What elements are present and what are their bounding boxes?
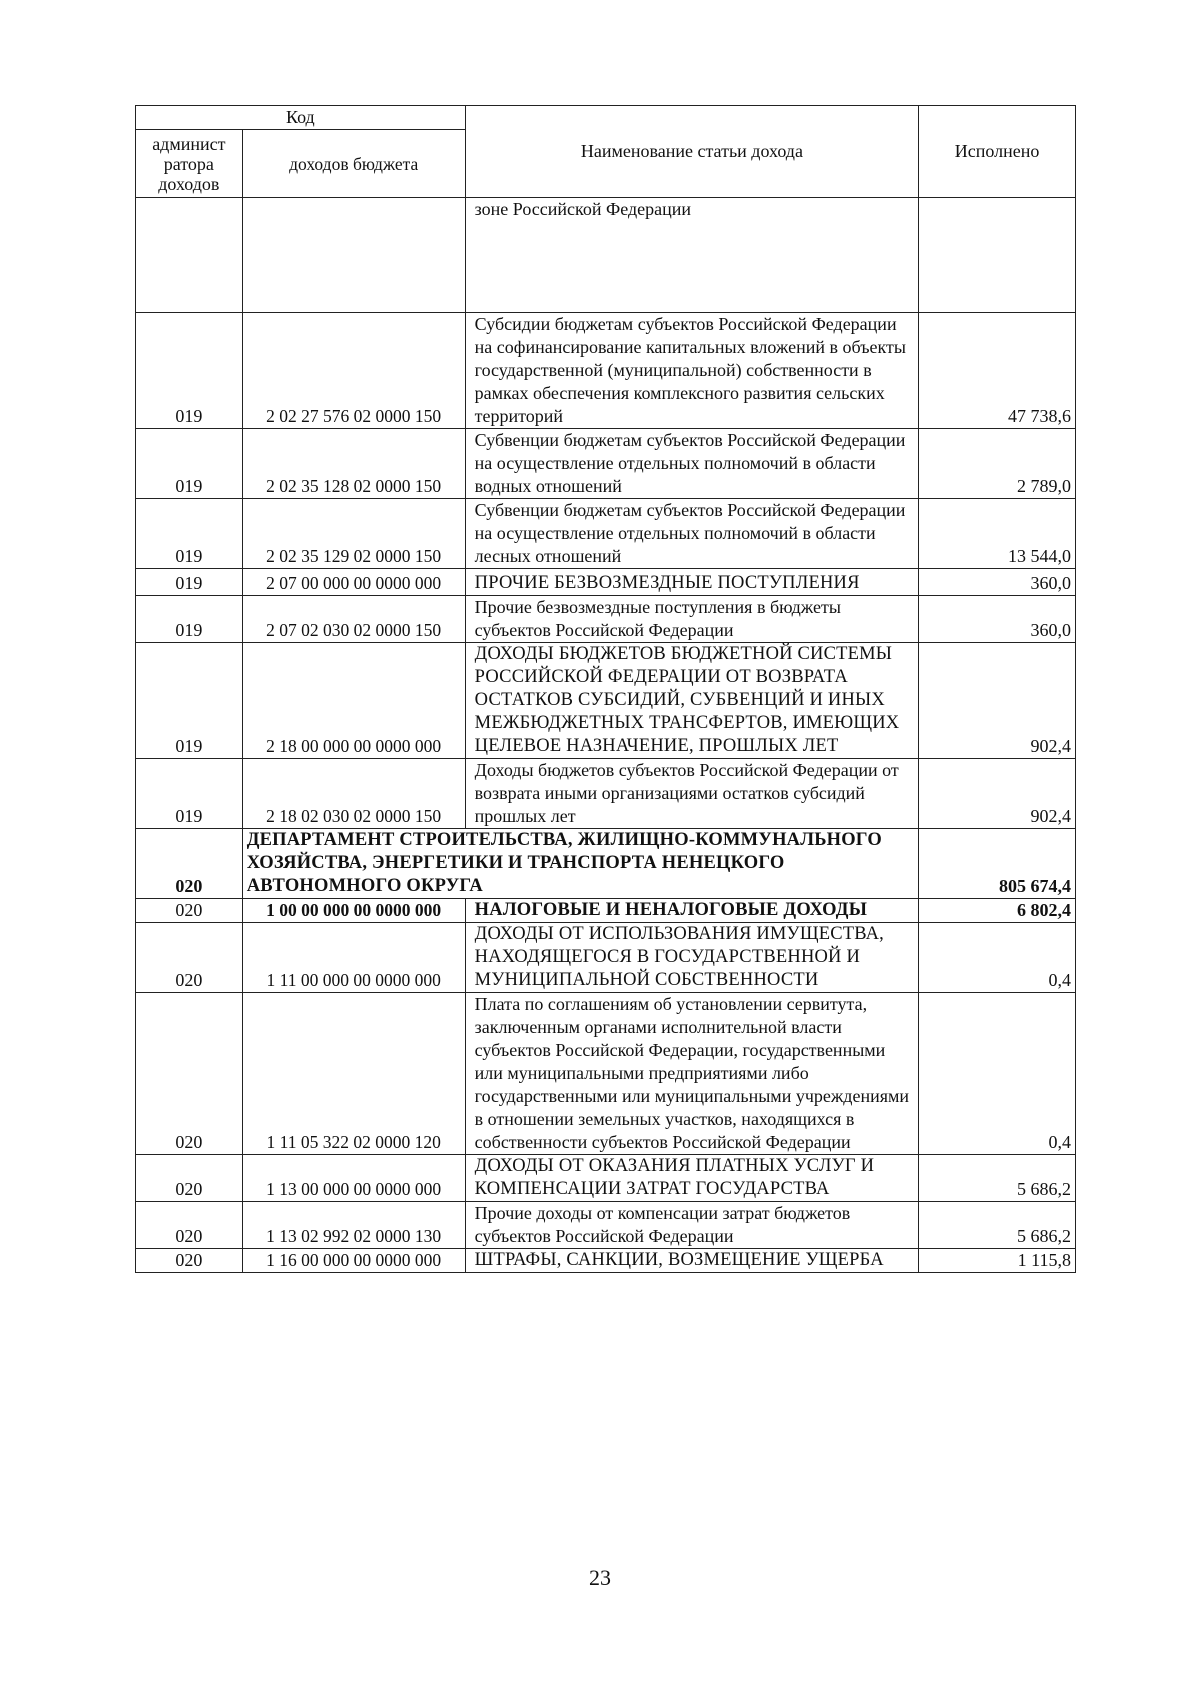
row-name: Субвенции бюджетам субъектов Российской Федерации на осуществление отдельных полномочий в области лесных отношений: [465, 499, 918, 569]
row-income-code: 2 02 27 576 02 0000 150: [242, 313, 465, 429]
table-row: [136, 198, 1076, 313]
row-admin-code: 020: [136, 829, 243, 899]
table-header-row: [136, 106, 1076, 130]
department-name: ДЕПАРТАМЕНТ СТРОИТЕЛЬСТВА, ЖИЛИЩНО-КОММУНАЛЬНОГО ХОЗЯЙСТВА, ЭНЕРГЕТИКИ И ТРАНСПОРТА НЕНЕЦКОГО АВТОНОМНОГО ОКРУГА: [242, 829, 918, 899]
row-name: Прочие доходы от компенсации затрат бюджетов субъектов Российской Федерации: [465, 1202, 918, 1249]
table-row: [136, 1155, 1076, 1202]
header-name: Наименование статьи дохода: [465, 106, 918, 198]
table-row: [136, 899, 1076, 923]
row-name: ДОХОДЫ ОТ ИСПОЛЬЗОВАНИЯ ИМУЩЕСТВА, НАХОДЯЩЕГОСЯ В ГОСУДАРСТВЕННОЙ И МУНИЦИПАЛЬНОЙ СОБСТВЕННОСТИ: [465, 923, 918, 993]
table-row: [136, 596, 1076, 643]
row-value: 360,0: [919, 596, 1076, 643]
row-value: 5 686,2: [919, 1155, 1076, 1202]
row-admin-code: 020: [136, 993, 243, 1155]
row-name: ПРОЧИЕ БЕЗВОЗМЕЗДНЫЕ ПОСТУПЛЕНИЯ: [465, 569, 918, 596]
row-income-code: 1 11 00 000 00 0000 000: [242, 923, 465, 993]
row-admin-code: 020: [136, 923, 243, 993]
row-value: 13 544,0: [919, 499, 1076, 569]
row-value: 5 686,2: [919, 1202, 1076, 1249]
row-value: 47 738,6: [919, 313, 1076, 429]
row-income-code: 2 07 02 030 02 0000 150: [242, 596, 465, 643]
row-value: 902,4: [919, 759, 1076, 829]
table-row: [136, 429, 1076, 499]
table-row: [136, 1249, 1076, 1273]
row-value: 360,0: [919, 569, 1076, 596]
row-name: Субсидии бюджетам субъектов Российской Федерации на софинансирование капитальных вложений в объекты государственной (муниципальной) собственности в рамках обеспечения комплексного развития сельских территорий: [465, 313, 918, 429]
row-admin-code: 019: [136, 313, 243, 429]
table-row: [136, 759, 1076, 829]
row-name: ШТРАФЫ, САНКЦИИ, ВОЗМЕЩЕНИЕ УЩЕРБА: [465, 1249, 918, 1273]
row-income-code: 1 00 00 000 00 0000 000: [242, 899, 465, 923]
row-value: 1 115,8: [919, 1249, 1076, 1273]
row-value: 0,4: [919, 993, 1076, 1155]
row-admin-code: 019: [136, 429, 243, 499]
row-value: 805 674,4: [919, 829, 1076, 899]
table-row: [136, 923, 1076, 993]
row-admin-code: 019: [136, 499, 243, 569]
row-income-code: 2 02 35 128 02 0000 150: [242, 429, 465, 499]
header-code: Код: [136, 106, 466, 130]
row-admin-code: 019: [136, 596, 243, 643]
budget-income-table: [135, 105, 1076, 1273]
row-income-code: 2 07 00 000 00 0000 000: [242, 569, 465, 596]
row-value: 0,4: [919, 923, 1076, 993]
row-name: Плата по соглашениям об установлении сервитута, заключенным органами исполнительной власти субъектов Российской Федерации, государственными или муниципальными предприятиями либо государственными или муниципальными учреждениями в отношении земельных участков, находящихся в собственности субъектов Российской Федерации: [465, 993, 918, 1155]
row-value: 6 802,4: [919, 899, 1076, 923]
row-value: 2 789,0: [919, 429, 1076, 499]
table-row: [136, 569, 1076, 596]
row-name: Прочие безвозмездные поступления в бюджеты субъектов Российской Федерации: [465, 596, 918, 643]
page-number: 23: [589, 1565, 611, 1590]
row-admin-code: 020: [136, 1249, 243, 1273]
row-admin-code: 019: [136, 759, 243, 829]
row-admin-code: [136, 198, 243, 313]
table-row: [136, 499, 1076, 569]
header-admin: админист ратора доходов: [136, 130, 243, 198]
row-name: ДОХОДЫ БЮДЖЕТОВ БЮДЖЕТНОЙ СИСТЕМЫ РОССИЙСКОЙ ФЕДЕРАЦИИ ОТ ВОЗВРАТА ОСТАТКОВ СУБСИДИЙ, СУБВЕНЦИЙ И ИНЫХ МЕЖБЮДЖЕТНЫХ ТРАНСФЕРТОВ, ИМЕЮЩИХ ЦЕЛЕВОЕ НАЗНАЧЕНИЕ, ПРОШЛЫХ ЛЕТ: [465, 643, 918, 759]
table-row: [136, 1202, 1076, 1249]
row-name: Доходы бюджетов субъектов Российской Федерации от возврата иными организациями остатков субсидий прошлых лет: [465, 759, 918, 829]
table-row: [136, 313, 1076, 429]
row-income-code: 1 11 05 322 02 0000 120: [242, 993, 465, 1155]
row-name: зоне Российской Федерации: [465, 198, 918, 313]
table-row: [136, 993, 1076, 1155]
row-value: 902,4: [919, 643, 1076, 759]
row-income-code: [242, 198, 465, 313]
row-admin-code: 020: [136, 1155, 243, 1202]
row-income-code: 1 13 02 992 02 0000 130: [242, 1202, 465, 1249]
row-name: ДОХОДЫ ОТ ОКАЗАНИЯ ПЛАТНЫХ УСЛУГ И КОМПЕНСАЦИИ ЗАТРАТ ГОСУДАРСТВА: [465, 1155, 918, 1202]
row-name: НАЛОГОВЫЕ И НЕНАЛОГОВЫЕ ДОХОДЫ: [465, 899, 918, 923]
table-row: [136, 643, 1076, 759]
row-income-code: 2 18 02 030 02 0000 150: [242, 759, 465, 829]
row-income-code: 2 18 00 000 00 0000 000: [242, 643, 465, 759]
table-row-department: [136, 829, 1076, 899]
header-income-code: доходов бюджета: [242, 130, 465, 198]
header-value: Исполнено: [919, 106, 1076, 198]
row-admin-code: 020: [136, 1202, 243, 1249]
row-admin-code: 020: [136, 899, 243, 923]
row-name: Субвенции бюджетам субъектов Российской Федерации на осуществление отдельных полномочий в области водных отношений: [465, 429, 918, 499]
row-income-code: 1 16 00 000 00 0000 000: [242, 1249, 465, 1273]
row-admin-code: 019: [136, 643, 243, 759]
row-value: [919, 198, 1076, 313]
row-income-code: 2 02 35 129 02 0000 150: [242, 499, 465, 569]
row-admin-code: 019: [136, 569, 243, 596]
row-income-code: 1 13 00 000 00 0000 000: [242, 1155, 465, 1202]
